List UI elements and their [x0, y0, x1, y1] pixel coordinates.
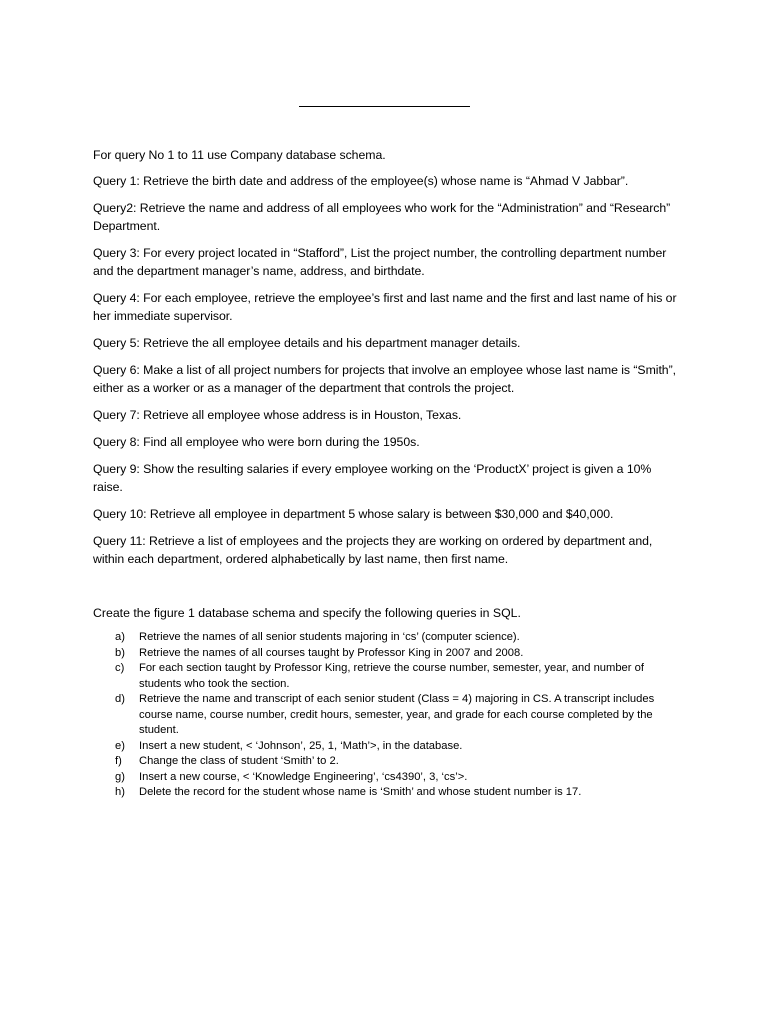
section2-intro: Create the figure 1 database schema and specify the following queries in SQL. — [93, 606, 521, 620]
header-underline — [299, 106, 470, 107]
list-item-b — [93, 646, 683, 662]
intro-text: For query No 1 to 11 use Company database schema. — [93, 148, 386, 162]
list-item-a — [93, 630, 683, 646]
query-5: Query 5: Retrieve the all employee details and his department manager details. — [93, 336, 521, 350]
list-item-text: For each section taught by Professor King, retrieve the course number, semester, year, and number of students who took the section. — [139, 662, 644, 690]
list-marker: a) — [115, 631, 125, 643]
query-2: Query2: Retrieve the name and address of all employees who work for the “Administration” and “Research” Department. — [93, 201, 671, 233]
list-marker: d) — [115, 693, 125, 705]
list-item-e — [93, 739, 683, 755]
query-1: Query 1: Retrieve the birth date and address of the employee(s) whose name is “Ahmad V Jabbar”. — [93, 174, 629, 188]
query-8: Query 8: Find all employee who were born during the 1950s. — [93, 435, 420, 449]
query-4: Query 4: For each employee, retrieve the employee’s first and last name and the first and last name of his or her immediate supervisor. — [93, 291, 677, 323]
query-7: Query 7: Retrieve all employee whose address is in Houston, Texas. — [93, 408, 462, 422]
list-marker: e) — [115, 739, 125, 752]
section-gap — [93, 577, 683, 604]
query-10: Query 10: Retrieve all employee in department 5 whose salary is between $30,000 and $40,000. — [93, 507, 614, 521]
list-item-text: Retrieve the names of all courses taught by Professor King in 2007 and 2008. — [139, 646, 524, 659]
list-item-c — [93, 661, 683, 692]
list-item-f — [93, 754, 683, 770]
list-marker: f) — [115, 755, 122, 767]
query-3: Query 3: For every project located in “Stafford”, List the project number, the controlling department number and the department manager’s name, address, and birthdate. — [93, 246, 667, 278]
list-marker: b) — [115, 646, 125, 659]
list-item-text: Insert a new student, < ‘Johnson’, 25, 1, ‘Math’>, in the database. — [139, 739, 463, 752]
sql-query-list — [93, 630, 683, 801]
list-marker: h) — [115, 786, 125, 798]
query-11: Query 11: Retrieve a list of employees and the projects they are working on ordered by department and, within each department, ordered alphabetically by last name, then first name. — [93, 534, 653, 566]
list-item-d — [93, 692, 683, 739]
list-item-text: Retrieve the name and transcript of each senior student (Class = 4) majoring in CS. A transcript includes course name, course number, credit hours, semester, year, and grade for each course completed by the student. — [139, 693, 655, 736]
list-marker: c) — [115, 662, 125, 674]
list-item-text: Retrieve the names of all senior students majoring in ‘cs’ (computer science). — [139, 631, 520, 643]
query-9: Query 9: Show the resulting salaries if every employee working on the ‘ProductX’ project is given a 10% raise. — [93, 462, 652, 494]
list-item-text: Change the class of student ‘Smith’ to 2. — [139, 755, 339, 767]
list-item-h — [93, 785, 683, 801]
list-marker: g) — [115, 770, 125, 783]
list-item-text: Delete the record for the student whose name is ‘Smith’ and whose student number is 17. — [139, 786, 582, 798]
document-body — [93, 146, 683, 801]
query-6: Query 6: Make a list of all project numbers for projects that involve an employee whose last name is “Smith”, either as a worker or as a manager of the department that controls the project. — [93, 363, 677, 395]
list-item-g — [93, 770, 683, 786]
list-item-text: Insert a new course, < ‘Knowledge Engineering’, ‘cs4390’, 3, ‘cs’>. — [139, 770, 468, 783]
